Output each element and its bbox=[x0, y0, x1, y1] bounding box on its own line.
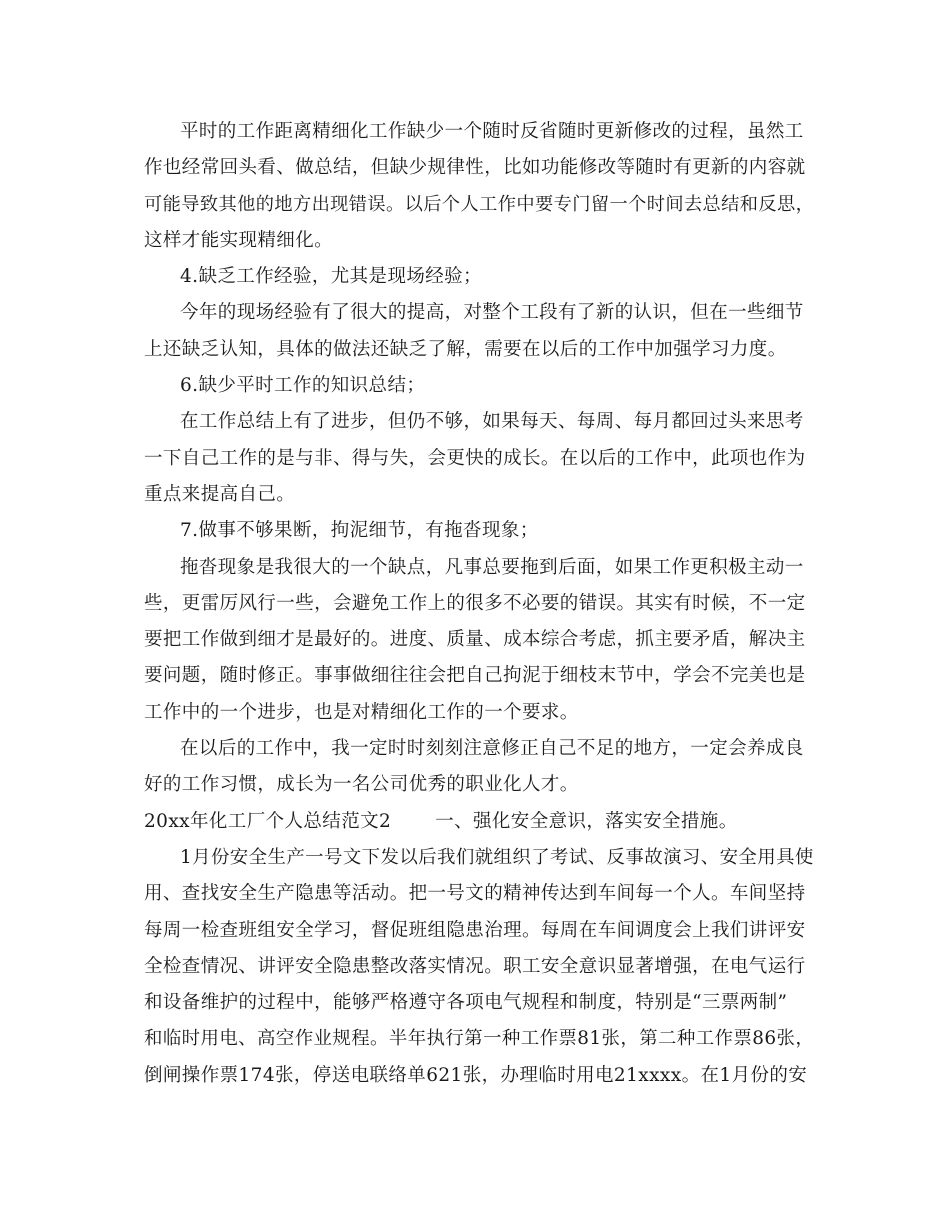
paragraph-line: 平时的工作距离精细化工作缺少一个随时反省随时更新修改的过程，虽然工 bbox=[180, 121, 804, 142]
document-body bbox=[144, 114, 814, 1094]
section-heading bbox=[144, 804, 814, 840]
paragraph-line: 拖沓现象是我很大的一个缺点，凡事总要拖到后面，如果工作更积极主动一 bbox=[180, 556, 804, 578]
paragraph-line: 在以后的工作中，我一定时时刻刻注意修正自己不足的地方，一定会养成良 bbox=[180, 738, 804, 760]
paragraph-line: 可能导致其他的地方出现错误。以后个人工作中要专门留一个时间去总结和反思， bbox=[144, 193, 815, 215]
paragraph-line: 一下自己工作的是与非、得与失，会更快的成长。在以后的工作中，此项也作为 bbox=[144, 447, 806, 469]
paragraph-line: 1月份安全生产一号文下发以后我们就组织了考试、反事故演习、安全用具使 bbox=[180, 846, 814, 868]
paragraph-line: 和临时用电、高空作业规程。半年执行第一种工作票81张，第二种工作票86张， bbox=[144, 1028, 815, 1050]
paragraph-line: 和设备维护的过程中，能够严格遵守各项电气规程和制度，特别是“三票两制” bbox=[144, 992, 788, 1014]
paragraph-line: 上还缺乏认知，具体的做法还缺乏了解，需要在以后的工作中加强学习力度。 bbox=[144, 338, 787, 360]
paragraph-line: 要把工作做到细才是最好的。进度、质量、成本综合考虑，抓主要矛盾，解决主 bbox=[144, 629, 806, 651]
list-item-heading: 6.缺少平时工作的知识总结； bbox=[180, 375, 426, 397]
section-title: 20xx年化工厂个人总结范文2 bbox=[144, 810, 392, 832]
paragraph-line: 今年的现场经验有了很大的提高，对整个工段有了新的认识，但在一些细节 bbox=[180, 302, 804, 324]
section-subtitle: 一、强化安全意识，落实安全措施。 bbox=[435, 810, 738, 832]
list-item-heading: 7.做事不够果断，拘泥细节，有拖沓现象； bbox=[180, 520, 539, 542]
list-item-heading: 4.缺乏工作经验，尤其是现场经验； bbox=[180, 266, 482, 288]
paragraph-line: 重点来提高自己。 bbox=[144, 483, 296, 505]
paragraph-line: 用、查找安全生产隐患等活动。把一号文的精神传达到车间每一个人。车间坚持 bbox=[144, 883, 806, 905]
paragraph-line: 要问题，随时修正。事事做细往往会把自己拘泥于细枝末节中，学会不完美也是 bbox=[144, 665, 806, 687]
paragraph-line: 好的工作习惯，成长为一名公司优秀的职业化人才。 bbox=[144, 774, 579, 796]
paragraph-line: 每周一检查班组安全学习，督促班组隐患治理。每周在车间调度会上我们讲评安 bbox=[144, 919, 806, 941]
paragraph-line: 这样才能实现精细化。 bbox=[144, 229, 334, 251]
paragraph-line: 作也经常回头看、做总结，但缺少规律性，比如功能修改等随时有更新的内容就 bbox=[144, 157, 806, 179]
paragraph-line: 倒闸操作票174张，停送电联络单621张，办理临时用电21xxxx。在1月份的安 bbox=[144, 1064, 808, 1086]
paragraph-line: 全检查情况、讲评安全隐患整改落实情况。职工安全意识显著增强，在电气运行 bbox=[144, 955, 806, 977]
paragraph-line: 工作中的一个进步，也是对精细化工作的一个要求。 bbox=[144, 701, 579, 723]
paragraph-line: 些，更雷厉风行一些，会避免工作上的很多不必要的错误。其实有时候，不一定 bbox=[144, 592, 806, 614]
paragraph-line: 在工作总结上有了进步，但仍不够，如果每天、每周、每月都回过头来思考 bbox=[180, 411, 804, 433]
